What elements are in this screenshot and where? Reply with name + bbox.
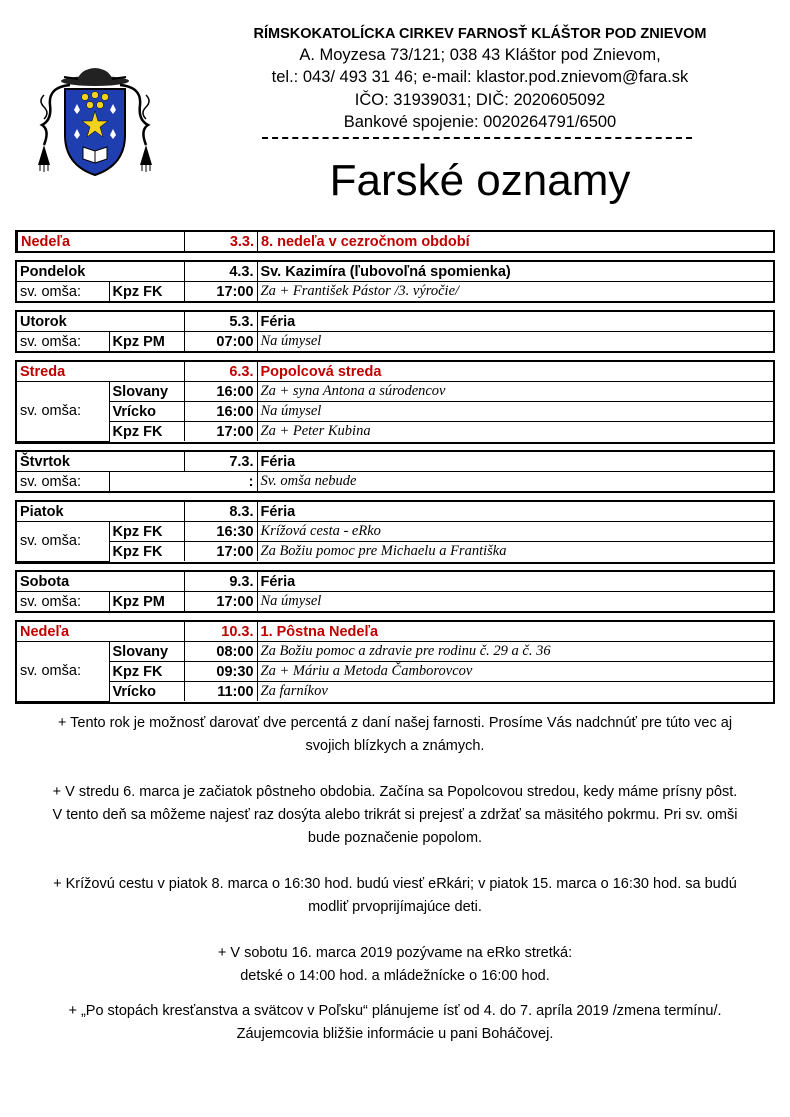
announcement-line: detské o 14:00 hod. a mládežnícke o 16:00 hod. [240, 968, 550, 984]
day-date: 7.3. [184, 452, 257, 472]
parish-ids: IČO: 31939031; DIČ: 2020605092 [354, 91, 606, 109]
mass-intention: Za + František Pástor /3. výročie/ [257, 282, 773, 302]
day-block-sunday-10-3 [15, 620, 775, 704]
announcement-line: bude poznačenie popolom. [307, 830, 483, 846]
day-name: Piatok [17, 502, 184, 522]
announcement [10, 942, 780, 988]
mass-time: 11:00 [184, 682, 257, 702]
mass-place: Vrícko [109, 402, 184, 422]
mass-intention: Sv. omša nebude [257, 472, 773, 492]
day-block-friday [15, 500, 775, 564]
mass-intention: Za Božiu pomoc pre Michaelu a Františka [257, 542, 773, 562]
day-name: Pondelok [17, 262, 184, 282]
announcement-line: + V sobotu 16. marca 2019 pozývame na eRko stretká: [217, 945, 573, 961]
day-title: Féria [257, 312, 773, 332]
mass-intention: Za + Peter Kubina [257, 422, 773, 442]
announcement-line: + V stredu 6. marca je začiatok pôstneho obdobia. Začína sa Popolcovou stredou, kedy máme prísny pôst. [52, 784, 738, 800]
parish-bank: Bankové spojenie: 0020264791/6500 [343, 113, 617, 131]
mass-time: 17:00 [184, 282, 257, 302]
day-block-saturday [15, 570, 775, 613]
mass-label: sv. omša: [17, 382, 109, 442]
mass-label: sv. omša: [17, 282, 109, 302]
parish-name: RÍMSKOKATOLÍCKA CIRKEV FARNOSŤ KLÁŠTOR POD ZNIEVOM [253, 26, 707, 42]
day-title: 1. Pôstna Nedeľa [257, 622, 773, 642]
mass-place: Kpz PM [109, 592, 184, 612]
header-divider [262, 137, 692, 139]
mass-label: sv. omša: [17, 472, 109, 492]
page-title: Farské oznamy [329, 156, 631, 205]
announcement-line: + Krížovú cestu v piatok 8. marca o 16:30 hod. budú viesť eRkári; v piatok 15. marca o 16:30 hod. sa budú [53, 876, 737, 892]
day-title: Féria [257, 452, 773, 472]
mass-time: 17:00 [184, 422, 257, 442]
day-block-tuesday [15, 310, 775, 353]
mass-time: 17:00 [184, 592, 257, 612]
mass-time: 16:00 [184, 382, 257, 402]
day-date: 10.3. [184, 622, 257, 642]
mass-time: 07:00 [184, 332, 257, 352]
mass-time: 16:30 [184, 522, 257, 542]
mass-time: 09:30 [184, 662, 257, 682]
day-name: Sobota [17, 572, 184, 592]
mass-place: Kpz FK [109, 422, 184, 442]
mass-time: : [184, 472, 257, 492]
mass-place: Kpz PM [109, 332, 184, 352]
day-date: 6.3. [184, 362, 257, 382]
announcement [10, 781, 780, 850]
day-date: 4.3. [184, 262, 257, 282]
mass-intention: Za farníkov [257, 682, 773, 702]
day-title: 8. nedeľa v cezročnom období [258, 232, 774, 251]
announcement-line: modliť prvoprijímajúce deti. [308, 899, 482, 915]
day-block-monday [15, 260, 775, 303]
mass-label: sv. omša: [17, 592, 109, 612]
mass-intention: Na úmysel [257, 332, 773, 352]
mass-intention: Za + syna Antona a súrodencov [257, 382, 773, 402]
day-title: Féria [257, 502, 773, 522]
announcement-line: svojich blízkych a známych. [305, 738, 485, 754]
day-block-sunday-3-3 [15, 230, 775, 253]
announcement [10, 712, 780, 758]
announcements [10, 712, 780, 1069]
day-title: Féria [257, 572, 773, 592]
mass-label: sv. omša: [17, 642, 109, 702]
day-name: Nedeľa [18, 232, 185, 251]
day-date: 8.3. [184, 502, 257, 522]
day-date: 9.3. [184, 572, 257, 592]
mass-place: Kpz FK [109, 662, 184, 682]
mass-time: 17:00 [184, 542, 257, 562]
mass-place: Kpz FK [109, 282, 184, 302]
announcement [10, 873, 780, 919]
parish-crest-logo [30, 65, 160, 180]
announcement [10, 1000, 780, 1046]
day-name: Nedeľa [17, 622, 184, 642]
mass-label: sv. omša: [17, 332, 109, 352]
day-name: Utorok [17, 312, 184, 332]
mass-intention: Za Božiu pomoc a zdravie pre rodinu č. 29 a č. 36 [257, 642, 773, 662]
parish-contact: tel.: 043/ 493 31 46; e-mail: klastor.pod.znievom@fara.sk [271, 68, 689, 86]
mass-place: Kpz FK [109, 542, 184, 562]
parish-address: A. Moyzesa 73/121; 038 43 Kláštor pod Znievom, [299, 46, 661, 64]
mass-place [109, 472, 184, 492]
mass-time: 16:00 [184, 402, 257, 422]
announcement-line: Záujemcovia bližšie informácie u pani Boháčovej. [236, 1026, 554, 1042]
mass-label: sv. omša: [17, 522, 109, 562]
mass-place: Slovany [109, 382, 184, 402]
day-date: 5.3. [184, 312, 257, 332]
mass-intention: Krížová cesta - eRko [257, 522, 773, 542]
day-name: Streda [17, 362, 184, 382]
day-block-wednesday [15, 360, 775, 444]
mass-time: 08:00 [184, 642, 257, 662]
mass-place: Vrícko [109, 682, 184, 702]
mass-intention: Za + Máriu a Metoda Čamborovcov [257, 662, 773, 682]
day-block-thursday [15, 450, 775, 493]
day-title: Sv. Kazimíra (ľubovoľná spomienka) [257, 262, 773, 282]
announcement-line: + Tento rok je možnosť darovať dve percentá z daní našej farnosti. Prosíme Vás nadchnúť pre túto vec aj [57, 715, 733, 731]
mass-intention: Na úmysel [257, 402, 773, 422]
mass-place: Kpz FK [109, 522, 184, 542]
day-title: Popolcová streda [257, 362, 773, 382]
announcement-line: + „Po stopách kresťanstva a svätcov v Poľsku“ plánujeme ísť od 4. do 7. apríla 2019 /zmena termínu/. [68, 1003, 722, 1019]
day-date: 3.3. [185, 232, 258, 251]
mass-intention: Na úmysel [257, 592, 773, 612]
day-name: Štvrtok [17, 452, 184, 472]
announcement-line: V tento deň sa môžeme najesť raz dosýta alebo trikrát si prejesť a zdržať sa mäsitého pokrmu. Pri sv. omši [52, 807, 738, 823]
mass-place: Slovany [109, 642, 184, 662]
